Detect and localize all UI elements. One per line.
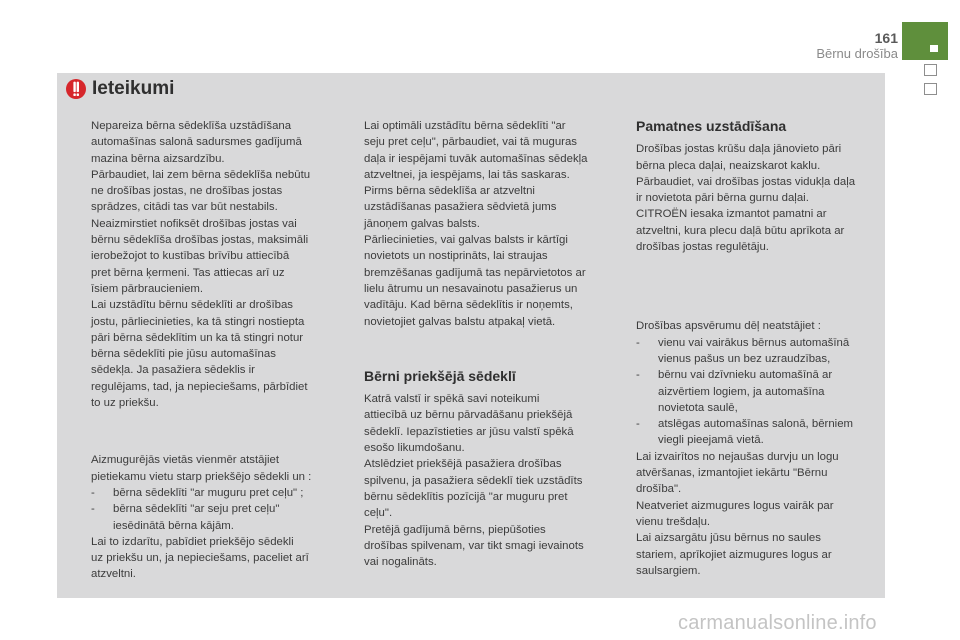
text-line: vienu trešdaļu. [636, 515, 711, 528]
text-line: īsiem pārbraucieniem. [91, 282, 204, 295]
text-line: pāri bērna sēdeklītim un ka tā stingri notur [91, 331, 304, 344]
text-line: atvēršanas, izmantojiet iekārtu "Bērnu [636, 467, 828, 480]
text-line: Neaizmirstiet nofiksēt drošības jostas vai [91, 217, 297, 230]
text-line: bērna sēdeklīti "ar seju pret ceļu" [113, 503, 280, 516]
text-line: seju pret ceļu", pārbaudiet, vai tā muguras [364, 136, 577, 149]
list-item [636, 335, 876, 368]
text-line: Pārbaudiet, vai drošības jostas vidukļa daļa [636, 175, 856, 188]
text-line: bērnu sēdeklīša drošības jostas, maksimāli [91, 234, 309, 247]
text-line: to uz priekšu. [91, 397, 159, 410]
text-line: atslēgas automašīnas salonā, bērniem [658, 418, 854, 431]
text-line: Lai to izdarītu, pabīdiet priekšējo sēdekli [91, 535, 294, 548]
text-line: Neatveriet aizmugures logus vairāk par [636, 499, 834, 512]
text-line: Pārliecinieties, vai galvas balsts ir kārtīgi [364, 234, 568, 247]
list-item-text [658, 416, 876, 449]
text-line: bērna sēdeklīti pie jūsu automašīnas [91, 348, 276, 361]
paragraph [636, 449, 876, 579]
text-line: sprādzes, citādi tas var būt nestabils. [91, 201, 278, 214]
page-number: 161 [874, 30, 898, 46]
text-line: esošo likumdošanu. [364, 442, 465, 455]
text-line: vadītāju. Kad bērna sēdeklītis ir noņemts, [364, 299, 573, 312]
text-line: atzveltni, kura plecu daļā būtu aprīkota ar [636, 224, 845, 237]
text-line: Katrā valstī ir spēkā savi noteikumi [364, 393, 540, 406]
section-heading: Pamatnes uzstādīšana [636, 118, 787, 134]
text-line: Atslēdziet priekšējā pasažiera drošības [364, 458, 562, 471]
column-1 [91, 118, 353, 583]
list-item-text [658, 335, 876, 368]
text-line: ir novietota pāri bērna gurnu daļai. [636, 192, 809, 205]
text-line: atzveltni. [91, 568, 136, 581]
text-line: uzstādīšanas pasažiera sēdvietā jums [364, 201, 557, 214]
list-item [636, 367, 876, 416]
text-line: aizvērtiem logiem, ja automašīna [658, 385, 825, 398]
text-line: Lai optimāli uzstādītu bērna sēdeklīti "ar [364, 120, 566, 132]
text-line: novietota saulē, [658, 401, 738, 414]
column-3 [636, 118, 876, 579]
text-line: CITROËN iesaka izmantot pamatni ar [636, 208, 827, 221]
paragraph [91, 452, 353, 485]
list-item [91, 501, 353, 534]
text-line: Lai uzstādītu bērnu sēdeklīti ar drošības [91, 299, 293, 312]
paragraph [636, 318, 876, 334]
paragraph [91, 118, 353, 411]
text-line: Drošības jostas krūšu daļa jānovieto pāri [636, 143, 842, 156]
bullet-list [91, 485, 353, 534]
text-line: regulējams, tad, ja nepieciešams, pārbīdiet [91, 380, 308, 393]
text-line: pietiekamu vietu starp priekšējo sēdekli un : [91, 470, 312, 483]
text-line: Nepareiza bērna sēdeklīša uzstādīšana [91, 120, 292, 132]
dash-bullet: - [636, 369, 640, 382]
column-2 [364, 118, 612, 570]
text-line: uz priekšu un, ja nepieciešams, paceliet arī [91, 552, 309, 565]
text-line: vienus pašus un bez uzraudzības, [658, 352, 831, 365]
text-line: stariem, aprīkojiet aizmugures logus ar [636, 548, 832, 561]
text-line: bērnu vai dzīvnieku automašīnā ar [658, 369, 833, 382]
text-line: ceļu". [364, 507, 393, 520]
text-line: novietojiet galvas balstu atpakaļ vietā. [364, 315, 556, 328]
text-line: spilvenu, ja pasažiera sēdeklī tiek uzstādīts [364, 474, 583, 487]
text-line: drošības spilvenam, var tikt smagi ievainots [364, 539, 584, 552]
text-line: ne drošības jostas, ne drošības jostas [91, 185, 283, 198]
list-item-text [658, 367, 876, 416]
text-line: lielu ātrumu un nesavainotu pasažierus un [364, 282, 578, 295]
list-item [91, 485, 353, 501]
dash-bullet: - [91, 503, 95, 516]
list-item [636, 416, 876, 449]
text-line: attiecībā uz bērnu pārvadāšanu priekšējā [364, 409, 573, 422]
text-line: drošības jostas regulētāju. [636, 241, 769, 254]
list-item-text [113, 501, 353, 534]
text-line: Drošības apsvērumu dēļ neatstājiet : [636, 320, 821, 333]
text-line: Pārbaudiet, lai zem bērna sēdeklīša nebūtu [91, 168, 311, 181]
text-line: Lai izvairītos no nejaušas durvju un logu [636, 450, 839, 463]
text-line: vienu vai vairākus bērnus automašīnā [658, 336, 850, 349]
paragraph [636, 141, 876, 255]
tab-square-icon [930, 45, 938, 52]
text-line: pret bērna ķermeni. Tas attiecas arī uz [91, 266, 285, 279]
panel-title: Ieteikumi [92, 78, 175, 99]
bullet-list [636, 335, 876, 449]
paragraph [91, 534, 353, 583]
text-line: Pirms bērna sēdeklīša ar atzveltni [364, 185, 535, 198]
text-line: jānoņem galvas balsts. [364, 217, 480, 230]
section-name: Bērnu drošība [816, 46, 898, 61]
text-line: jostu, pārliecinieties, ka tā stingri nostiepta [91, 315, 305, 328]
text-line: sēdeklī. Iepazīstieties ar jūsu valstī spēkā [364, 425, 574, 438]
text-line: Aizmugurējās vietās vienmēr atstājiet [91, 454, 280, 467]
text-line: Pretējā gadījumā bērns, piepūšoties [364, 523, 546, 536]
text-line: drošība". [636, 483, 682, 496]
text-line: mazina bērna aizsardzību. [91, 152, 225, 165]
text-line: daļa ir iespējami tuvāk automašīnas sēdekļa [364, 152, 588, 165]
section-heading: Bērni priekšējā sēdeklī [364, 367, 516, 384]
text-line: ierobežojot to kustības brīvību attiecībā [91, 250, 290, 263]
dash-bullet: - [91, 486, 95, 499]
chapter-tab[interactable] [924, 83, 937, 95]
dash-bullet: - [636, 418, 640, 431]
text-line: bērna pleca daļai, neaizskarot kaklu. [636, 159, 821, 172]
text-line: automašīnas salonā sadursmes gadījumā [91, 136, 302, 149]
text-line: vai nogalināts. [364, 556, 437, 569]
text-line: bremzēšanas gadījumā tas nepārvietotos ar [364, 266, 586, 279]
dash-bullet: - [636, 336, 640, 349]
text-line: novietots un nostiprināts, lai straujas [364, 250, 548, 263]
text-line: bērna sēdeklīti "ar muguru pret ceļu" ; [113, 486, 304, 499]
text-line: saulsargiem. [636, 564, 701, 577]
text-line: iesēdinātā bērna kājām. [113, 519, 234, 532]
paragraph [364, 391, 612, 570]
paragraph [364, 118, 612, 330]
watermark: carmanualsonline.info [678, 612, 877, 634]
text-line: sēdekļa. Ja pasažiera sēdeklis ir [91, 364, 255, 377]
chapter-tab-active[interactable] [902, 22, 948, 60]
text-line: Lai aizsargātu jūsu bērnus no saules [636, 532, 821, 545]
text-line: atzveltnei, ja iespējams, lai tās saskaras. [364, 168, 570, 181]
text-line: bērnu sēdeklītis pozīcijā "ar muguru pret [364, 490, 568, 503]
warning-exclamation-icon [64, 77, 88, 106]
text-line: viegli pieejamā vietā. [658, 434, 764, 447]
list-item-text [113, 485, 353, 501]
chapter-tab[interactable] [924, 64, 937, 76]
